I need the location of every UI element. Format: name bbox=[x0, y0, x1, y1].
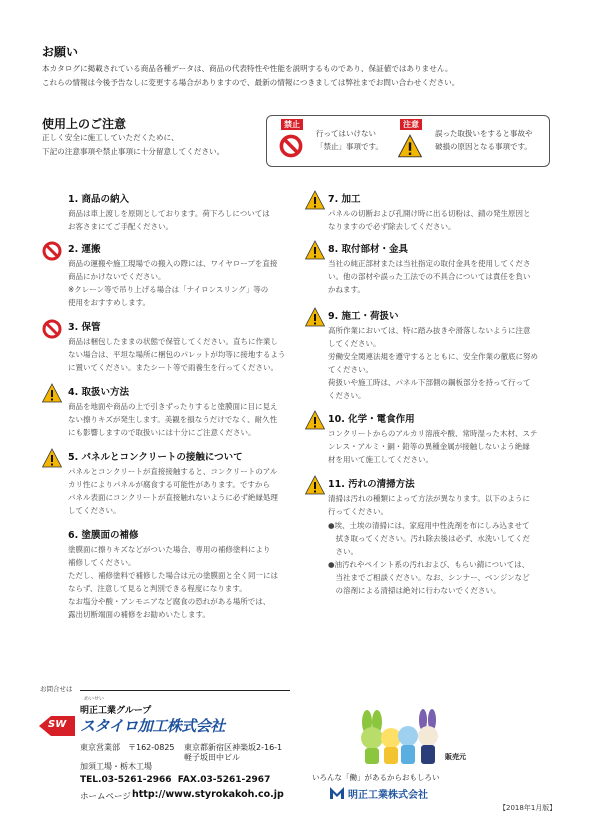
warning-icon bbox=[42, 383, 62, 403]
request-line-1: 本カタログに掲載されている商品各種データは、商品の代表特性や性能を説明するものであり、保証値ではありません。 bbox=[42, 64, 453, 73]
section-chemical bbox=[305, 413, 565, 466]
section-body: コンクリートからのアルカリ溶液や酸、常時湿った木材、ステ ンレス・アルミ・銅・鉛等の異種金属が接触しないよう絶縁 材を用いて施工してください。 bbox=[328, 429, 538, 464]
section-body: 商品は梱包したままの状態で保管してください。直ちに作業し ない場合は、平坦な場所に梱包のパレットが均等に接地するよう に置いてください。またシート等で雨養生を行ってください。 bbox=[68, 337, 286, 372]
section-title: 8. 取付部材・金具 bbox=[328, 244, 409, 255]
postal-code: 〒162-0825 bbox=[128, 743, 175, 752]
address-line-1: 東京都新宿区神楽坂2-16-1 bbox=[184, 743, 283, 752]
section-installation bbox=[305, 310, 565, 402]
section-title: 3. 保管 bbox=[68, 322, 101, 333]
edition-label: 【2018年1月版】 bbox=[499, 804, 557, 812]
meisei-logo-icon bbox=[330, 787, 344, 799]
warning-icon bbox=[42, 448, 62, 468]
office-label: 東京営業部 bbox=[80, 743, 120, 752]
section-storage bbox=[42, 321, 292, 374]
section-body: 清掃は汚れの種類によって方法が異なります。以下のように 行ってください。 bbox=[328, 494, 530, 516]
section-cleaning bbox=[305, 478, 565, 597]
section-title: 10. 化学・電食作用 bbox=[328, 414, 415, 425]
warning-description: 誤った取扱いをすると事故や 破損の原因となる事項です。 bbox=[435, 129, 533, 151]
section-body: 当社の純正部材または当社指定の取付金具を使用してくださ い。他の部材や誤った工法での不具合については責任を負い かねます。 bbox=[328, 259, 531, 294]
caution-title: 使用上のご注意 bbox=[42, 117, 127, 131]
seller-label: 販売元 bbox=[445, 753, 466, 761]
company-name: スタイロ加工株式会社 bbox=[80, 717, 225, 735]
prohibit-label: 禁止 bbox=[281, 119, 303, 130]
prohibit-description: 行ってはいけない 「禁止」事項です。 bbox=[316, 129, 383, 151]
section-delivery bbox=[42, 193, 292, 233]
warning-icon bbox=[305, 240, 325, 260]
section-body: 商品は車上渡しを原則としております。荷下ろしについては お客さまにてご手配ください。 bbox=[68, 209, 270, 231]
warning-icon bbox=[305, 410, 325, 430]
cleaning-bullet-oil: ●油汚れやペイント系の汚れおよび、もらい錆については、 当社までご相談ください。なお、シンナー、ベンジンなど の溶剤による清掃は絶対に行わないでください。 bbox=[328, 560, 530, 595]
warning-icon bbox=[305, 307, 325, 327]
caution-line-2: 下記の注意事項や禁止事項に十分留意してください。 bbox=[42, 147, 225, 156]
address-line-2: 軽子坂田中ビル bbox=[184, 753, 240, 762]
mascot-characters bbox=[353, 708, 443, 768]
warning-icon bbox=[305, 190, 325, 210]
prohibit-icon bbox=[42, 319, 62, 339]
group-furigana: めいせい bbox=[84, 696, 105, 702]
inquiry-label: お問合せは bbox=[40, 685, 73, 693]
website-url[interactable]: http://www.styrokakoh.co.jp bbox=[132, 789, 284, 800]
section-title: 5. パネルとコンクリートの接触について bbox=[68, 452, 243, 463]
factory-label: 加須工場・栃木工場 bbox=[80, 762, 152, 771]
prohibit-icon bbox=[279, 134, 303, 158]
section-title: 9. 施工・荷扱い bbox=[328, 311, 399, 322]
section-concrete-contact bbox=[42, 451, 292, 517]
section-title: 11. 汚れの清掃方法 bbox=[328, 479, 415, 490]
seller-name: 明正工業株式会社 bbox=[348, 790, 428, 801]
website-label: ホームページ bbox=[80, 792, 131, 802]
group-name: 明正工業グループ bbox=[80, 706, 152, 716]
sw-logo-text: SW bbox=[48, 719, 67, 730]
section-body: 塗膜面に擦りキズなどがついた場合、専用の補修塗料により 補修してください。 ただし、補修塗料で補修した場合は元の塗膜面と全く同一には ならず、注意して見ると判別できる程度になります。 なお塩分や酸・アンモニアなど腐食の恐れがある場所では、 露出切断端面の補修をお勧めいたします。 bbox=[68, 545, 278, 619]
section-processing bbox=[305, 193, 565, 233]
section-body: 商品を地面や商品の上で引きずったりすると塗膜面に目に見え ない擦りキズが発生します。美観を損なうだけでなく、耐久性 にも影響しますので取扱いには十分にご注意ください。 bbox=[68, 402, 278, 437]
icon-legend bbox=[266, 115, 550, 167]
warning-label: 注意 bbox=[400, 119, 422, 130]
section-title: 4. 取扱い方法 bbox=[68, 387, 130, 398]
section-title: 2. 運搬 bbox=[68, 244, 101, 255]
request-line-2: これらの情報は今後予告なしに変更する場合がありますので、最新の情報につきましては弊社までお問い合わせください。 bbox=[42, 78, 460, 87]
cleaning-bullet-dust: ●埃、土埃の清掃には、家庭用中性洗剤を布にしみ込ませて 拭き取ってください。汚れ除去後は必ず、水洗いしてくだ さい。 bbox=[328, 521, 530, 556]
seller-slogan: いろんな「働」があるからおもしろい bbox=[312, 773, 440, 782]
section-body: パネルとコンクリートが直接接触すると、コンクリートのアル カリ性によりパネルが腐食する可能性があります。ですから パネル表面にコンクリートが直接触れないように必ず絶縁処理 してください。 bbox=[68, 467, 278, 515]
section-transport bbox=[42, 243, 292, 309]
warning-icon bbox=[305, 475, 325, 495]
footer-divider bbox=[80, 690, 290, 691]
prohibit-icon bbox=[42, 241, 62, 261]
section-body: パネルの切断および孔開け時に出る切粉は、錆の発生原因と なりますので必ず除去してください。 bbox=[328, 209, 531, 231]
caution-line-1: 正しく安全に施工していただくために、 bbox=[42, 133, 179, 142]
warning-icon bbox=[397, 134, 423, 158]
section-body: 高所作業においては、特に踏み抜きや滑落しないように注意 してください。 労働安全関連法規を遵守するとともに、安全作業の徹底に努め てください。 荷扱いや施工時は、パネル下部側の鋼板部分を持って行って ください。 bbox=[328, 326, 538, 400]
section-handling bbox=[42, 386, 292, 439]
section-fittings bbox=[305, 243, 565, 296]
section-body: 商品の運搬や施工現場での搬入の際には、ワイヤロープを直接 商品にかけないでください。 ※クレーン等で吊り上げる場合は「ナイロンスリング」等の 使用をおすすめします。 bbox=[68, 259, 278, 307]
section-title: 6. 塗膜面の補修 bbox=[68, 530, 139, 541]
section-title: 1. 商品の納入 bbox=[68, 194, 130, 205]
request-title: お願い bbox=[42, 45, 79, 59]
section-coating-repair bbox=[42, 529, 292, 621]
section-title: 7. 加工 bbox=[328, 194, 361, 205]
tel-fax: TEL.03-5261-2966 FAX.03-5261-2967 bbox=[80, 775, 271, 785]
